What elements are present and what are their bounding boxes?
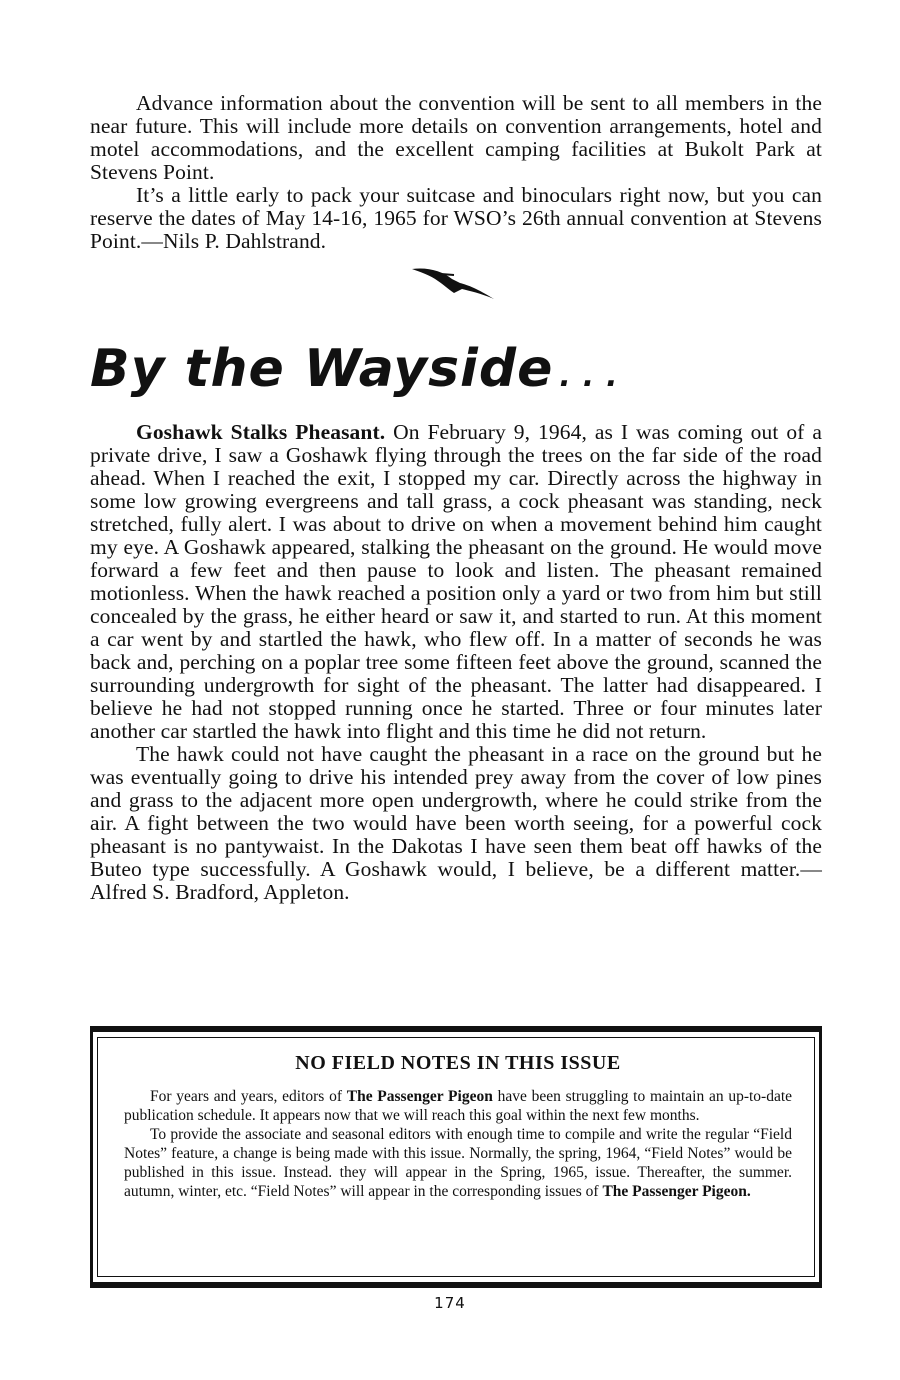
notice-paragraph-1 (124, 1087, 792, 1125)
notice-box-inner (97, 1037, 815, 1277)
article-paragraph-1-text: On February 9, 1964, as I was coming out of a private drive, I saw a Goshawk flying through the trees on the far side of the road ahead. When I reached the exit, I stopped my car. Directly across the highway in some low growing evergreens and tall grass, a cock pheasant was standing, neck stretched, fully alert. I was about to drive on when a movement behind him caught my eye. A Goshawk appeared, stalking the pheasant on the ground. He would move forward a few feet and then pause to look and listen. The pheasant remained motionless. When the hawk reached a position only a yard or two from him but still concealed by the grass, he either heard or saw it, and started to run. At this moment a car went by and startled the hawk, who flew off. In a matter of seconds he was back and, perching on a poplar tree some fifteen feet above the ground, scanned the surrounding undergrowth for sight of the pheasant. The latter had disappeared. I believe he had not stopped running once he started. Three or four minutes later another car startled the hawk into flight and this time he did not return. (90, 420, 822, 743)
article-paragraph-1 (90, 421, 822, 743)
page-body (90, 92, 822, 904)
section-title-dots: ... (559, 359, 630, 394)
notice-p2-journal: The Passenger Pigeon. (602, 1183, 751, 1200)
article-paragraph-2: The hawk could not have caught the pheasant in a race on the ground but he was eventually going to drive his intended prey away from the cover of low pines and grass to the adjacent more open undergrowth, where he could strike from the air. A fight between the two would have been worth seeing, for a powerful cock pheasant is no pantywaist. In the Dakotas I have seen them beat off hawks of the Buteo type successfully. A Goshawk would, I believe, be a different matter.—Alfred S. Bradford, Appleton. (90, 742, 822, 904)
notice-p1-journal: The Passenger Pigeon (346, 1088, 493, 1105)
notice-p1-text-a: For years and years, editors of (150, 1088, 347, 1105)
notice-box (90, 1026, 822, 1288)
notice-title: NO FIELD NOTES IN THIS ISSUE (295, 1052, 621, 1074)
section-title: By the Wayside (90, 339, 554, 399)
article-lead: Goshawk Stalks Pheasant. (136, 420, 386, 444)
section-heading (90, 339, 822, 407)
flying-bird-icon (408, 263, 498, 303)
intro-paragraph-2: It’s a little early to pack your suitcase and binoculars right now, but you can reserve the dates of May 14-16, 1965 for WSO’s 26th annual convention at Stevens Point.—Nils P. Dahlstrand. (90, 183, 822, 253)
page-number: 174 (434, 1294, 466, 1312)
notice-paragraph-2 (124, 1125, 792, 1201)
notice-p2-text-a: To provide the associate and seasonal editors with enough time to compile and write the regular “Field Notes” feature, a change is being made with this issue. Normally, the spring, 1964, “Field Notes” would be published in this issue. Instead. they will appear in the Spring, 1965, issue. Thereafter, the summer. autumn, winter, etc. “Field Notes” will appear in the corresponding issues of (124, 1126, 792, 1200)
notice-p1-text-c: have been struggling to maintain an up-to-date publication schedule. It appears now that we will reach this goal within the next few months. (124, 1088, 793, 1124)
intro-paragraph-1: Advance information about the convention will be sent to all members in the near future. This will include more details on convention arrangements, hotel and motel accommodations, and the excellent camping facilities at Bukolt Park at Stevens Point. (90, 91, 822, 184)
